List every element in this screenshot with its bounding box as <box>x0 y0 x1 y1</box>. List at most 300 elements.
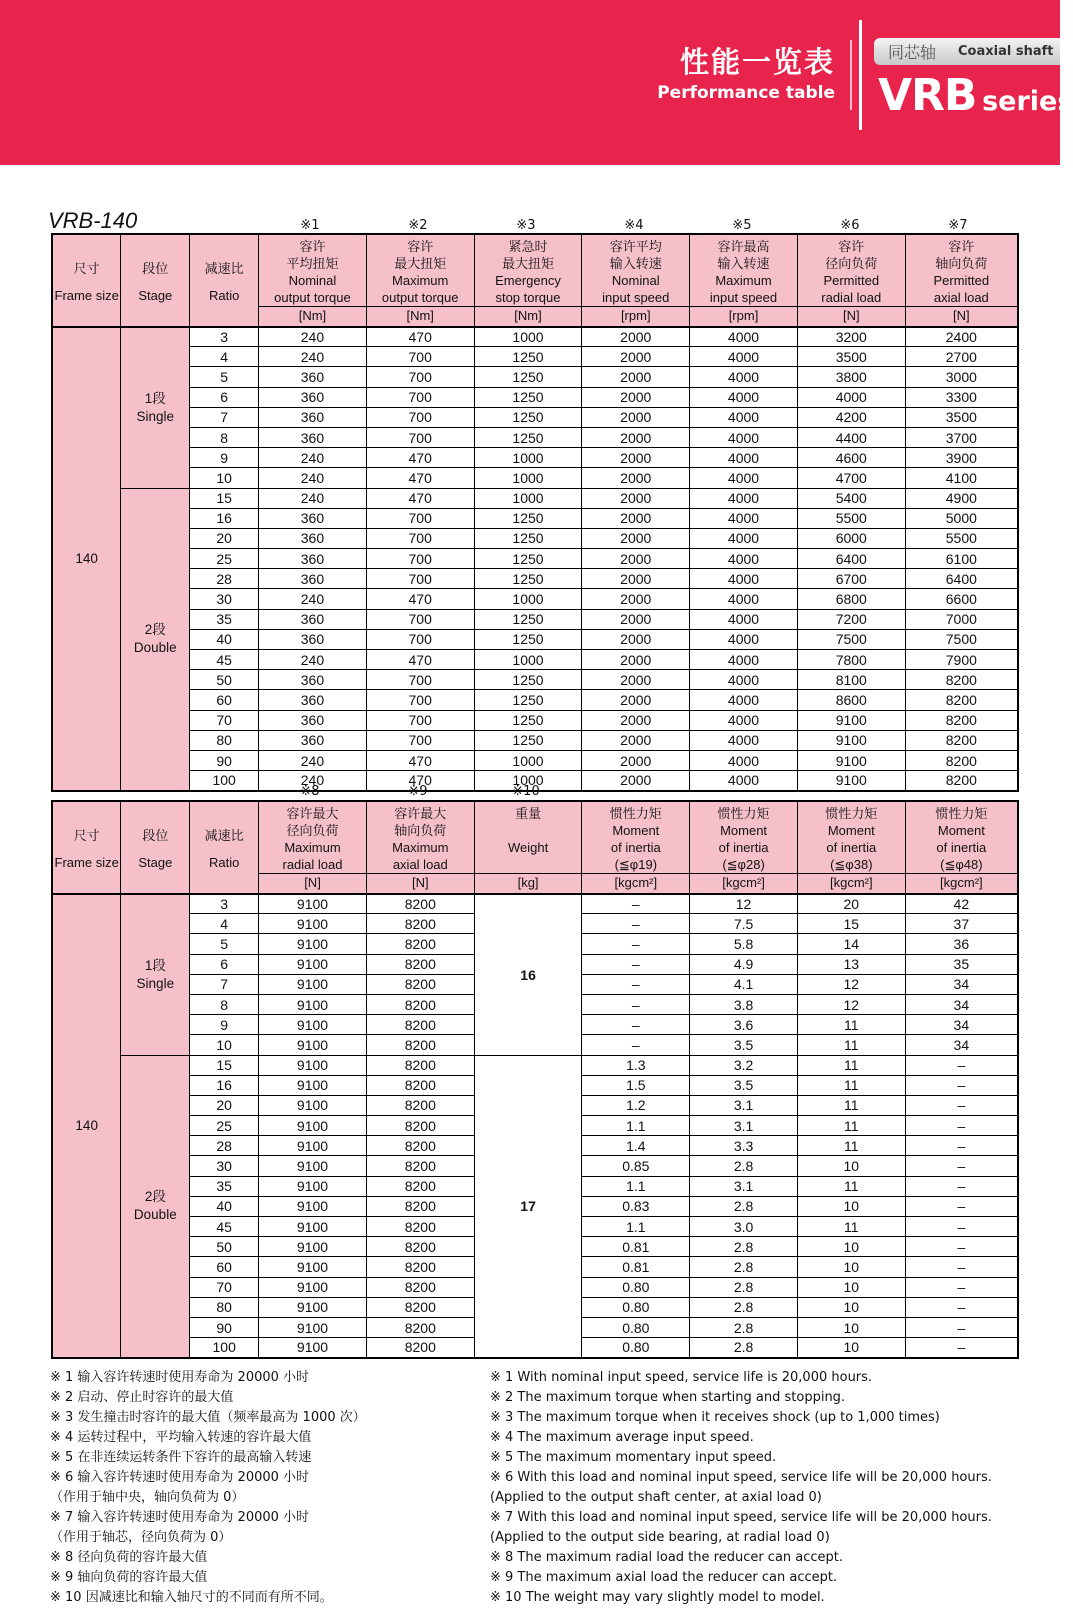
column-header <box>474 234 582 307</box>
ratio-cell: 45 <box>190 1217 259 1237</box>
stage-en: Single <box>136 975 175 991</box>
value-cell: 1250 <box>474 690 582 710</box>
header-en-1: Emergency <box>495 273 561 288</box>
value-cell: 8200 <box>366 1015 474 1035</box>
performance-table-1 <box>51 233 1019 792</box>
value-cell: 2000 <box>582 427 690 447</box>
value-cell: 1000 <box>474 468 582 488</box>
value-cell: 5400 <box>797 488 905 508</box>
note-line: ※ 6 输入容许转速时使用寿命为 20000 小时 <box>50 1470 310 1485</box>
value-cell: 8200 <box>366 1136 474 1156</box>
value-cell: 470 <box>366 468 474 488</box>
header-en: Frame size <box>54 287 119 303</box>
column-unit: [Nm] <box>259 307 367 327</box>
note-line: ※ 1 输入容许转速时使用寿命为 20000 小时 <box>50 1370 310 1385</box>
series-code: VRB <box>878 70 977 121</box>
value-cell: 700 <box>366 609 474 629</box>
column-header <box>797 801 905 874</box>
value-cell: 11 <box>797 1136 905 1156</box>
ratio-cell: 100 <box>190 1338 259 1358</box>
column-header <box>121 801 190 894</box>
ratio-cell: 90 <box>190 1317 259 1337</box>
value-cell: 11 <box>797 1217 905 1237</box>
column-unit: [rpm] <box>582 307 690 327</box>
value-cell: 4000 <box>690 528 798 548</box>
ratio-cell: 8 <box>190 994 259 1014</box>
header-row <box>52 801 1018 874</box>
value-cell: 1000 <box>474 448 582 468</box>
value-cell: 2.8 <box>690 1297 798 1317</box>
value-cell: 12 <box>797 974 905 994</box>
value-cell: 4000 <box>690 609 798 629</box>
value-cell: 9100 <box>259 994 367 1014</box>
value-cell: 360 <box>259 427 367 447</box>
column-header <box>690 234 798 307</box>
value-cell: 4000 <box>690 589 798 609</box>
series-word: series <box>982 86 1073 117</box>
value-cell: 34 <box>905 994 1018 1014</box>
value-cell: 700 <box>366 730 474 750</box>
value-cell: 2000 <box>582 347 690 367</box>
table-row <box>52 730 1018 750</box>
value-cell: 360 <box>259 569 367 589</box>
value-cell: 2000 <box>582 488 690 508</box>
value-cell: 1000 <box>474 327 582 347</box>
value-cell: 6400 <box>797 549 905 569</box>
header-cn-1: 容许 <box>407 239 434 254</box>
value-cell: 9100 <box>259 1257 367 1277</box>
ratio-cell: 60 <box>190 690 259 710</box>
value-cell: 2.8 <box>690 1277 798 1297</box>
ratio-cell: 25 <box>190 549 259 569</box>
note-line: (Applied to the output side bearing, at radial load 0) <box>490 1530 830 1545</box>
note-line: ※ 8 The maximum radial load the reducer can accept. <box>490 1550 844 1565</box>
value-cell: – <box>582 914 690 934</box>
value-cell: 360 <box>259 528 367 548</box>
value-cell: 35 <box>905 954 1018 974</box>
value-cell: 1000 <box>474 771 582 791</box>
header-en: Stage <box>138 287 173 303</box>
column-header <box>52 234 121 327</box>
ratio-cell: 15 <box>190 1055 259 1075</box>
table-row <box>52 367 1018 387</box>
header-line-2: Moment <box>720 823 768 838</box>
value-cell: 4000 <box>797 387 905 407</box>
value-cell: 1250 <box>474 609 582 629</box>
header-banner <box>0 0 1073 165</box>
value-cell: 700 <box>366 670 474 690</box>
column-unit: [N] <box>366 874 474 894</box>
header-cn-2: 最大扭矩 <box>501 256 554 271</box>
value-cell: 2000 <box>582 528 690 548</box>
value-cell: 3700 <box>905 427 1018 447</box>
value-cell: 2000 <box>582 690 690 710</box>
header-cn-2: 径向负荷 <box>825 256 878 271</box>
table-row <box>52 1055 1018 1075</box>
table-row <box>52 528 1018 548</box>
stage-en: Double <box>133 1207 177 1223</box>
value-cell: 240 <box>259 347 367 367</box>
value-cell: 240 <box>259 771 367 791</box>
notes-chinese <box>50 1368 366 1608</box>
header-cn: 尺寸 <box>73 827 100 843</box>
value-cell: 3.1 <box>690 1176 798 1196</box>
stage-cell <box>121 894 190 1056</box>
value-cell: 1.4 <box>582 1136 690 1156</box>
column-unit: [kgcm²] <box>690 874 798 894</box>
column-header <box>259 234 367 307</box>
note-line: (Applied to the output shaft center, at axial load 0) <box>490 1490 822 1505</box>
value-cell: 2.8 <box>690 1196 798 1216</box>
note-line: （作用于轴中央，轴向负荷为 0） <box>50 1490 245 1505</box>
value-cell: 3.5 <box>690 1035 798 1055</box>
ratio-cell: 60 <box>190 1257 259 1277</box>
value-cell: 2.8 <box>690 1237 798 1257</box>
stage-cell <box>121 1055 190 1358</box>
value-cell: 3500 <box>905 407 1018 427</box>
value-cell: 4600 <box>797 448 905 468</box>
value-cell: 9100 <box>259 1237 367 1257</box>
value-cell: 700 <box>366 710 474 730</box>
value-cell: 4000 <box>690 427 798 447</box>
header-en: Ratio <box>208 287 240 303</box>
table-row <box>52 589 1018 609</box>
column-header <box>474 801 582 874</box>
value-cell: – <box>905 1217 1018 1237</box>
column-header <box>582 801 690 874</box>
value-cell: 2000 <box>582 609 690 629</box>
value-cell: 0.83 <box>582 1196 690 1216</box>
value-cell: 9100 <box>259 894 367 914</box>
value-cell: 8200 <box>905 710 1018 730</box>
value-cell: 700 <box>366 549 474 569</box>
page-subtitle: Performance table <box>657 83 835 103</box>
note-line: ※ 6 With this load and nominal input speed, service life will be 20,000 hours. <box>490 1470 992 1485</box>
value-cell: 4000 <box>690 629 798 649</box>
header-line-2 <box>475 822 582 839</box>
page-title: 性能一览表 <box>679 45 835 79</box>
value-cell: 9100 <box>259 1297 367 1317</box>
value-cell: 2400 <box>905 327 1018 347</box>
value-cell: 11 <box>797 1095 905 1115</box>
ratio-cell: 30 <box>190 589 259 609</box>
value-cell: 4700 <box>797 468 905 488</box>
value-cell: 360 <box>259 549 367 569</box>
value-cell: – <box>582 934 690 954</box>
value-cell: – <box>905 1317 1018 1337</box>
ratio-cell: 40 <box>190 629 259 649</box>
shaft-type-en: Coaxial shaft <box>958 44 1054 59</box>
ratio-cell: 6 <box>190 954 259 974</box>
value-cell: 1250 <box>474 427 582 447</box>
value-cell: 8200 <box>366 1257 474 1277</box>
header-line-2: Moment <box>937 823 985 838</box>
column-unit: [rpm] <box>690 307 798 327</box>
value-cell: 700 <box>366 347 474 367</box>
value-cell: 5500 <box>797 508 905 528</box>
header-line-2: Moment <box>612 823 660 838</box>
value-cell: 11 <box>797 1015 905 1035</box>
value-cell: 700 <box>366 367 474 387</box>
value-cell: 3.3 <box>690 1136 798 1156</box>
value-cell: 4000 <box>690 488 798 508</box>
ratio-cell: 50 <box>190 1237 259 1257</box>
value-cell: 4000 <box>690 690 798 710</box>
value-cell: 7800 <box>797 650 905 670</box>
value-cell: – <box>905 1297 1018 1317</box>
ratio-cell: 90 <box>190 750 259 770</box>
note-mark: ※8 <box>300 784 320 799</box>
header-line-3: of inertia <box>718 840 769 855</box>
table-row <box>52 327 1018 347</box>
note-line: ※ 10 The weight may vary slightly model to model. <box>490 1590 825 1605</box>
column-header <box>259 801 367 874</box>
value-cell: 7500 <box>797 629 905 649</box>
note-line: ※ 3 发生撞击时容许的最大值（频率最高为 1000 次） <box>50 1410 366 1425</box>
ratio-cell: 70 <box>190 1277 259 1297</box>
value-cell: 8200 <box>905 750 1018 770</box>
value-cell: 3300 <box>905 387 1018 407</box>
value-cell: 470 <box>366 589 474 609</box>
table-row <box>52 690 1018 710</box>
value-cell: 8200 <box>366 1095 474 1115</box>
value-cell: 8200 <box>366 1338 474 1358</box>
note-line: ※ 2 启动、停止时容许的最大值 <box>50 1390 234 1405</box>
value-cell: 0.80 <box>582 1317 690 1337</box>
table-row <box>52 750 1018 770</box>
value-cell: 11 <box>797 1035 905 1055</box>
header-cn: 段位 <box>142 827 169 843</box>
ratio-cell: 16 <box>190 1075 259 1095</box>
value-cell: 4000 <box>690 710 798 730</box>
value-cell: – <box>905 1338 1018 1358</box>
value-cell: 360 <box>259 508 367 528</box>
note-line: ※ 9 轴向负荷的容许最大值 <box>50 1570 208 1585</box>
ratio-cell: 9 <box>190 448 259 468</box>
value-cell: – <box>905 1116 1018 1136</box>
banner-divider <box>859 20 862 130</box>
header-cn-2: 输入转速 <box>609 256 662 271</box>
value-cell: 11 <box>797 1116 905 1136</box>
value-cell: 9100 <box>259 1196 367 1216</box>
value-cell: 9100 <box>259 1277 367 1297</box>
value-cell: 8200 <box>905 730 1018 750</box>
note-mark: ※10 <box>512 784 540 799</box>
header-cn-1: 容许 <box>299 239 326 254</box>
value-cell: 4000 <box>690 448 798 468</box>
value-cell: 8200 <box>366 1277 474 1297</box>
value-cell: 8200 <box>366 1297 474 1317</box>
value-cell: 1.2 <box>582 1095 690 1115</box>
value-cell: 1.5 <box>582 1075 690 1095</box>
ratio-cell: 5 <box>190 367 259 387</box>
value-cell: 3900 <box>905 448 1018 468</box>
table-row <box>52 468 1018 488</box>
header-en-2: output torque <box>381 290 459 305</box>
note-line: ※ 2 The maximum torque when starting and stopping. <box>490 1390 846 1405</box>
table-row <box>52 650 1018 670</box>
value-cell: 2000 <box>582 448 690 468</box>
header-en-2: output torque <box>274 290 351 305</box>
header-cn-2: 最大扭矩 <box>394 256 447 271</box>
header-line-2: 轴向负荷 <box>394 823 447 838</box>
column-header <box>690 801 798 874</box>
ratio-cell: 7 <box>190 407 259 427</box>
value-cell: 2000 <box>582 629 690 649</box>
value-cell: 360 <box>259 387 367 407</box>
value-cell: 5000 <box>905 508 1018 528</box>
ratio-cell: 28 <box>190 1136 259 1156</box>
value-cell: 8200 <box>366 1156 474 1176</box>
header-cn-2: 平均扭矩 <box>286 256 339 271</box>
value-cell: 5500 <box>905 528 1018 548</box>
table-row <box>52 710 1018 730</box>
note-line: ※ 5 The maximum momentary input speed. <box>490 1450 777 1465</box>
value-cell: 37 <box>905 914 1018 934</box>
column-header <box>797 234 905 307</box>
value-cell: 700 <box>366 427 474 447</box>
value-cell: 8200 <box>366 1196 474 1216</box>
value-cell: 1250 <box>474 710 582 730</box>
value-cell: 2000 <box>582 367 690 387</box>
value-cell: 1250 <box>474 347 582 367</box>
header-line-1: 惯性力矩 <box>717 806 770 821</box>
value-cell: 1250 <box>474 730 582 750</box>
value-cell: 13 <box>797 954 905 974</box>
note-line: ※ 4 运转过程中，平均输入转速的容许最大值 <box>50 1430 312 1445</box>
header-cn: 段位 <box>142 260 169 276</box>
value-cell: 9100 <box>259 1217 367 1237</box>
value-cell: 9100 <box>259 974 367 994</box>
table-row <box>52 629 1018 649</box>
value-cell: 7000 <box>905 609 1018 629</box>
table-row <box>52 549 1018 569</box>
header-cn-2: 轴向负荷 <box>935 256 988 271</box>
value-cell: – <box>582 1035 690 1055</box>
header-line-1: 容许最大 <box>286 806 339 821</box>
value-cell: 1250 <box>474 549 582 569</box>
header-en: Frame size <box>54 854 119 870</box>
ratio-cell: 7 <box>190 974 259 994</box>
header-cn: 尺寸 <box>73 260 100 276</box>
ratio-cell: 16 <box>190 508 259 528</box>
ratio-cell: 25 <box>190 1116 259 1136</box>
header-line-1: 重量 <box>515 806 542 821</box>
value-cell: – <box>905 1257 1018 1277</box>
note-mark: ※2 <box>408 218 428 233</box>
value-cell: 9100 <box>259 1338 367 1358</box>
value-cell: 240 <box>259 468 367 488</box>
weight-cell: 17 <box>474 1055 582 1358</box>
value-cell: 240 <box>259 589 367 609</box>
value-cell: 10 <box>797 1257 905 1277</box>
value-cell: 20 <box>797 894 905 914</box>
value-cell: 700 <box>366 508 474 528</box>
value-cell: – <box>905 1136 1018 1156</box>
value-cell: 10 <box>797 1196 905 1216</box>
value-cell: 4000 <box>690 367 798 387</box>
note-line: ※ 1 With nominal input speed, service life is 20,000 hours. <box>490 1370 873 1385</box>
header-line-1: 惯性力矩 <box>935 806 988 821</box>
value-cell: 4000 <box>690 347 798 367</box>
header-line-3: of inertia <box>826 840 877 855</box>
header-line-1: 惯性力矩 <box>609 806 662 821</box>
value-cell: 3.8 <box>690 994 798 1014</box>
value-cell: 6100 <box>905 549 1018 569</box>
header-en-1: Permitted <box>933 273 990 288</box>
ratio-cell: 20 <box>190 528 259 548</box>
value-cell: – <box>582 974 690 994</box>
value-cell: 4000 <box>690 327 798 347</box>
value-cell: 1.1 <box>582 1217 690 1237</box>
value-cell: 9100 <box>797 730 905 750</box>
ratio-cell: 3 <box>190 327 259 347</box>
value-cell: 9100 <box>797 710 905 730</box>
banner-divider-thin <box>850 40 852 110</box>
value-cell: – <box>582 1015 690 1035</box>
value-cell: 2000 <box>582 771 690 791</box>
frame-size-cell: 140 <box>52 894 121 1358</box>
value-cell: 360 <box>259 730 367 750</box>
header-en-1: Maximum <box>392 273 449 288</box>
header-line-3: of inertia <box>610 840 661 855</box>
value-cell: 360 <box>259 710 367 730</box>
column-header <box>366 801 474 874</box>
value-cell: 9100 <box>259 1176 367 1196</box>
note-line: ※ 10 因减速比和输入轴尺寸的不同而有所不同。 <box>50 1590 333 1605</box>
value-cell: 4000 <box>690 508 798 528</box>
value-cell: 1000 <box>474 750 582 770</box>
header-en-2: input speed <box>709 290 778 305</box>
value-cell: 9100 <box>259 1095 367 1115</box>
header-en-1: Nominal <box>611 273 660 288</box>
value-cell: 8200 <box>366 1055 474 1075</box>
value-cell: 1250 <box>474 387 582 407</box>
stage-cn: 1段 <box>144 957 166 973</box>
notes-english <box>490 1368 992 1608</box>
value-cell: – <box>905 1277 1018 1297</box>
column-unit: [kgcm²] <box>905 874 1018 894</box>
performance-table-2 <box>51 800 1019 1359</box>
column-unit: [N] <box>905 307 1018 327</box>
header-cn-2: 输入转速 <box>717 256 770 271</box>
value-cell: 2.8 <box>690 1257 798 1277</box>
value-cell: 4000 <box>690 650 798 670</box>
ratio-cell: 20 <box>190 1095 259 1115</box>
value-cell: 8200 <box>366 1035 474 1055</box>
value-cell: 1.1 <box>582 1176 690 1196</box>
header-line-4: radial load <box>282 857 343 872</box>
stage-cn: 2段 <box>144 1189 166 1205</box>
value-cell: 7500 <box>905 629 1018 649</box>
value-cell: 1.3 <box>582 1055 690 1075</box>
note-mark: ※7 <box>948 218 968 233</box>
value-cell: 2700 <box>905 347 1018 367</box>
ratio-cell: 9 <box>190 1015 259 1035</box>
header-en-1: Maximum <box>715 273 772 288</box>
value-cell: 10 <box>797 1297 905 1317</box>
value-cell: 3500 <box>797 347 905 367</box>
ratio-cell: 30 <box>190 1156 259 1176</box>
value-cell: 10 <box>797 1338 905 1358</box>
ratio-cell: 4 <box>190 347 259 367</box>
note-mark: ※3 <box>516 218 536 233</box>
value-cell: 700 <box>366 407 474 427</box>
value-cell: 8200 <box>366 1116 474 1136</box>
table-row <box>52 387 1018 407</box>
value-cell: 3.0 <box>690 1217 798 1237</box>
value-cell: – <box>905 1237 1018 1257</box>
